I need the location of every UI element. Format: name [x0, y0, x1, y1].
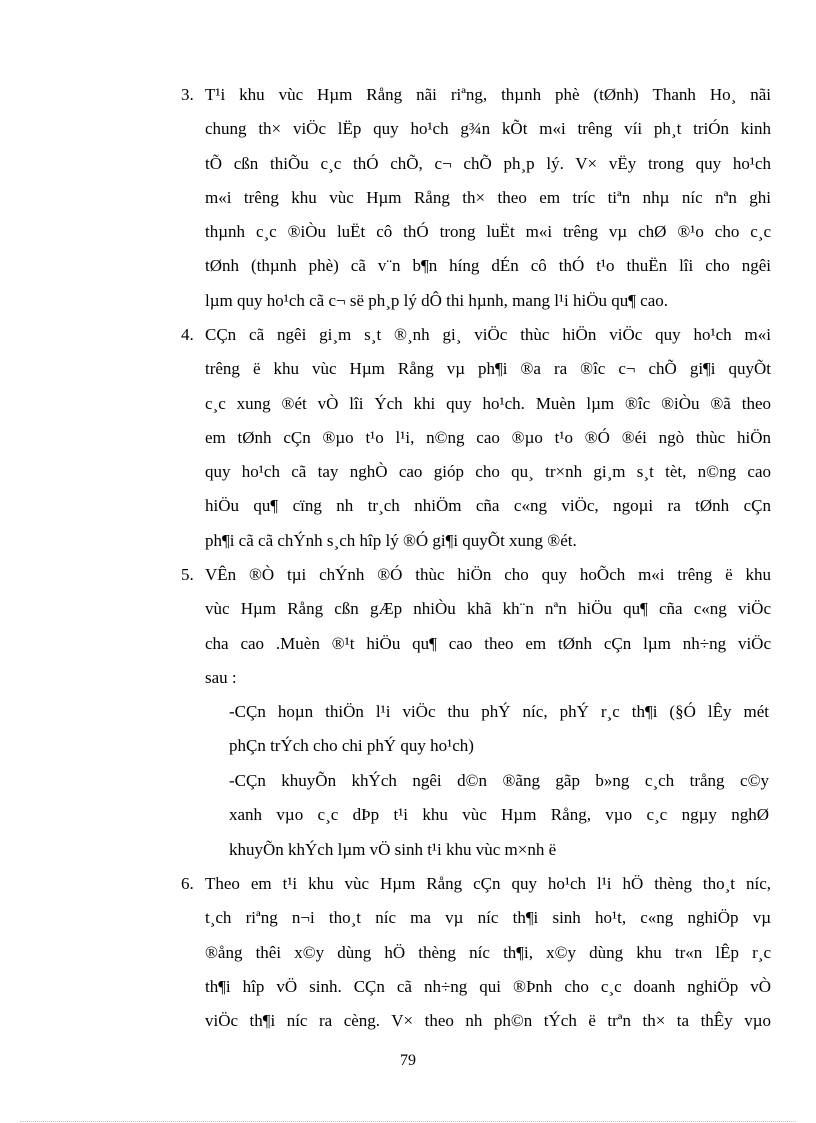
text-line: trêng ë khu vùc Hµm Rång vµ ph¶i ®a ra ®îc c¬ chÕ gi¶i quyÕt [205, 359, 771, 379]
text-line: hiÖu qu¶ cïng nh tr¸ch nhiÖm cña c«ng viÖc, ngoµi ra tØnh cÇn [205, 496, 771, 516]
text-line: vùc Hµm Rång cßn gÆp nhiÒu khã kh¨n nªn hiÖu qu¶ cña c«ng viÖc [205, 599, 771, 619]
list-item-4 [181, 318, 771, 558]
text-line: ph¶i cã cã chÝnh s¸ch hîp lý ®Ó gi¶i quyÕt xung ®ét. [205, 530, 577, 550]
text-line: thµnh c¸c ®iÒu luËt cô thÓ trong luËt m«i trêng vµ chØ ®¹o cho c¸c [205, 222, 771, 242]
list-number: 5. [181, 565, 194, 584]
list-number: 3. [181, 85, 194, 104]
text-line: -CÇn khuyÕn khÝch ngêi d©n ®ãng gãp b»ng c¸ch trång c©y [229, 771, 769, 790]
sub-item-1 [229, 695, 769, 764]
text-line: c¸c xung ®ét vÒ lîi Ých khi quy ho¹ch. Muèn lµm ®îc ®iÒu ®ã theo [205, 393, 771, 413]
text-line: t¸ch riªng n¬i tho¸t níc ma vµ níc th¶i sinh ho¹t, c«ng nghiÖp vµ [205, 908, 771, 928]
sub-item-2 [229, 764, 769, 867]
text-line: em tØnh cÇn ®µo t¹o l¹i, n©ng cao ®µo t¹o ®Ó ®éi ngò thùc hiÖn [205, 427, 771, 447]
list-number: 6. [181, 874, 194, 893]
text-line: phÇn trÝch cho chi phÝ quy ho¹ch) [229, 736, 474, 756]
text-line: viÖc th¶i níc ra cèng. V× theo nh ph©n tÝch ë trªn th× ta thÊy vµo [205, 1011, 771, 1031]
text-line: m«i trêng khu vùc Hµm Rång th× theo em tríc tiªn nhµ níc nªn ghi [205, 187, 771, 207]
list-item-5 [181, 558, 771, 695]
text-line: VÊn ®Ò tµi chÝnh ®Ó thùc hiÖn cho quy hoÕch m«i trêng ë khu [205, 565, 771, 584]
list-number: 4. [181, 325, 194, 344]
text-line: lµm quy ho¹ch cã c¬ së ph¸p lý dÔ thi hµnh, mang l¹i hiÖu qu¶ cao. [205, 290, 669, 310]
text-line: tÕ cßn thiÕu c¸c thÓ chÕ, c¬ chÕ ph¸p lý. V× vËy trong quy ho¹ch [205, 153, 771, 173]
text-line: -CÇn hoµn thiÖn l¹i viÖc thu phÝ níc, phÝ r¸c th¶i (§Ó lÊy mét [229, 702, 769, 721]
text-line: quy ho¹ch cã tay nghÒ cao gióp cho qu¸ tr×nh gi¸m s¸t tèt, n©ng cao [205, 462, 771, 482]
text-line: khuyÕn khÝch lµm vÖ sinh t¹i khu vùc m×nh ë [229, 839, 557, 859]
page-border-divider [20, 1121, 796, 1122]
text-line: sau : [205, 667, 237, 687]
text-line: th¶i hîp vÖ sinh. CÇn cã nh÷ng qui ®Þnh cho c¸c doanh nghiÖp vÒ [205, 976, 771, 996]
list-item-3 [181, 78, 771, 318]
text-line: cha cao .Muèn ®¹t hiÖu qu¶ cao theo em tØnh cÇn lµm nh÷ng viÖc [205, 633, 771, 653]
text-line: xanh vµo c¸c dÞp t¹i khu vùc Hµm Rång, vµo c¸c ngµy nghØ [229, 805, 769, 825]
text-line: chung th× viÖc lËp quy ho¹ch g¾n kÕt m«i trêng víi ph¸t triÓn kinh [205, 119, 771, 139]
text-line: tØnh (thµnh phè) cã v¨n b¶n híng dÉn cô thÓ t¹o thuËn lîi cho ngêi [205, 256, 771, 276]
text-line: ®ång thêi x©y dùng hÖ thèng níc th¶i, x©y dùng khu tr«n lÊp r¸c [205, 942, 771, 962]
text-line: T¹i khu vùc Hµm Rång nãi riªng, thµnh phè (tØnh) Thanh Ho¸ nãi [205, 85, 771, 104]
list-item-6 [181, 867, 771, 1038]
page-number: 79 [400, 1052, 416, 1069]
text-line: CÇn cã ngêi gi¸m s¸t ®¸nh gi¸ viÖc thùc hiÖn viÖc quy ho¹ch m«i [205, 325, 771, 344]
text-line: Theo em t¹i khu vùc Hµm Rång cÇn quy ho¹ch l¹i hÖ thèng tho¸t níc, [205, 874, 771, 893]
